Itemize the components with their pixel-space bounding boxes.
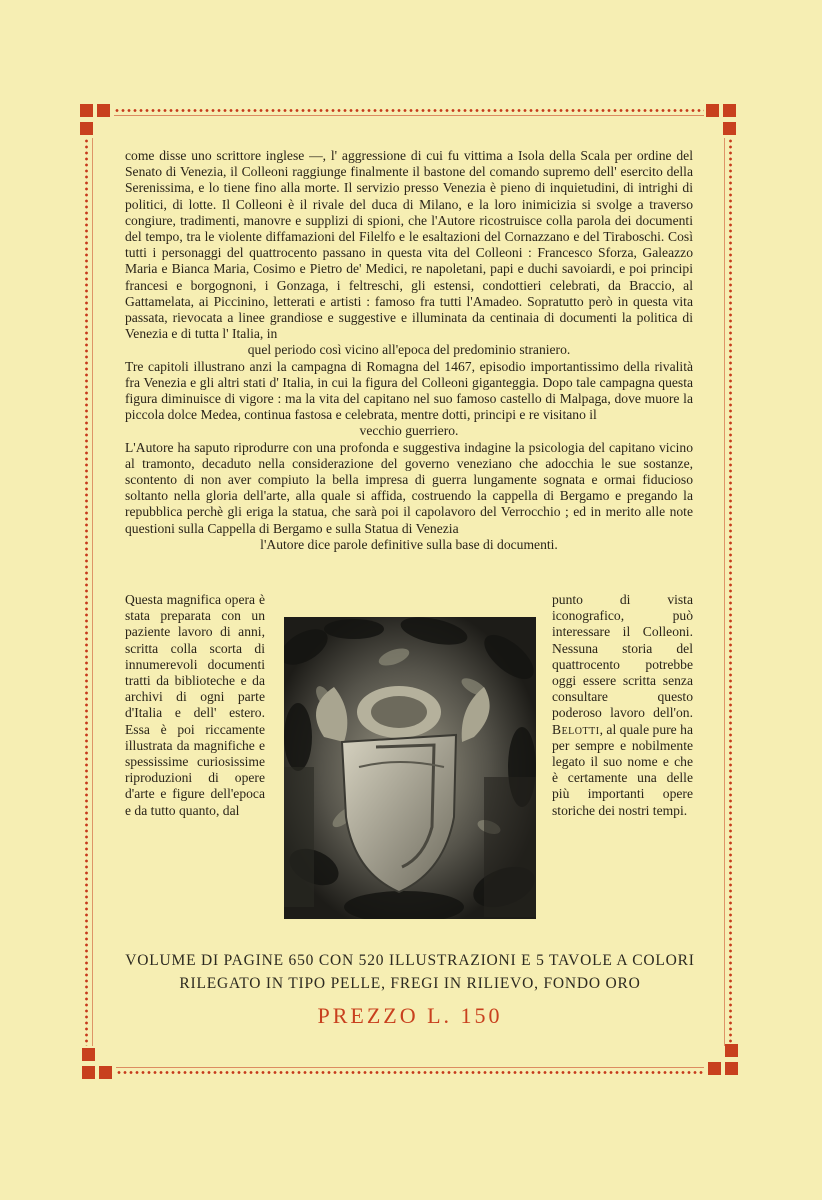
coat-of-arms-relief-icon bbox=[284, 617, 536, 919]
frame-corner-square bbox=[706, 104, 719, 117]
main-text bbox=[125, 148, 693, 553]
right-col-text-a: punto di vista iconografico, può interessare il Colleoni. Nessuna storia del quattrocento potrebbe oggi essere scritta senza consultare questo poderoso lavoro dell'on. bbox=[552, 592, 693, 721]
frame-corner-square bbox=[82, 1048, 95, 1061]
frame-corner-square bbox=[708, 1062, 721, 1075]
paragraph: come disse uno scrittore inglese —, l' aggressione di cui fu vittima a Isola della Scala per ordine del Senato di Venezia, il Colleoni raggiunge finalmente il bastone del comando supremo dell' esercito della Serenissima, e lo tiene fino alla morte. Il servizio presso Venezia è pieno di inquietudini, di intrighi di politici, di lotte. Il Colleoni è il rivale del duca di Milano, e la loro inimicizia si svolge a traverso congiure, tradimenti, manovre e supplizi di spioni, che l'Autore ricostruisce colla parola dei documenti del tempo, tra le violente diffamazioni del Filelfo e le esaltazioni del Cornazzano e del Tiraboschi. Così tutti i personaggi del quattrocento passano in questa vita del Colleoni : Francesco Sforza, Galeazzo Maria e Bianca Maria, Cosimo e Pietro de' Medici, re napoletani, papi e duchi savoiardi, e poi principi francesi e borgognoni, i Gonzaga, i feltreschi, gli estensi, condottieri celebrati, da Braccio, al Gattamelata, ai Piccinino, letterati e artisti : famoso fra tutti l'Amadeo. Sopratutto però in questa vita passata, rievocata a linee grandiose e suggestive e illuminata da centinaia di documenti la politica di Venezia e di tutta l' Italia, in bbox=[125, 148, 693, 342]
frame-corner-square bbox=[725, 1044, 738, 1057]
paragraph-ending: quel periodo così vicino all'epoca del predominio straniero. bbox=[247, 342, 571, 358]
frame-bottom-rule bbox=[116, 1067, 704, 1068]
frame-corner-square bbox=[723, 122, 736, 135]
volume-description: VOLUME DI PAGINE 650 CON 520 ILLUSTRAZIONI E 5 TAVOLE A COLORI bbox=[125, 952, 695, 969]
frame-right-rule bbox=[724, 138, 725, 1046]
author-name: Belotti bbox=[552, 721, 600, 737]
price: PREZZO L. 150 bbox=[317, 1003, 503, 1028]
right-col-text-b: , al quale pure ha per sempre e nobilmente legato il suo nome e che è certamente una delle più importanti opere storiche dei nostri tempi. bbox=[552, 721, 693, 818]
frame-corner-square bbox=[99, 1066, 112, 1079]
paragraph: Questa magnifica opera è stata preparata con un paziente lavoro di anni, scritta colla scorta di innumerevoli documenti tratti da biblioteche e da archivi di ogni parte d'Italia e dell' estero. Essa è poi riccamente illustrata da magnifiche e spessissime curiosissime riproduzioni di opere d'arte e figure dell'epoca e da tutto quanto, dal bbox=[125, 592, 265, 818]
paragraph: Tre capitoli illustrano anzi la campagna di Romagna del 1467, episodio importantissimo della rivalità fra Venezia e gli altri stati d' Italia, in cui la figura del Colleoni giganteggia. Dopo tale campagna questa figura diminuisce di vigore : ma la vita del capitano nel suo famoso castello di Malpaga, dove muore la piccola dolce Medea, continua fastosa e celebrata, mentre dotti, principi e re visitano il bbox=[125, 358, 693, 423]
frame-corner-square bbox=[97, 104, 110, 117]
frame-left-dotted-line bbox=[85, 138, 88, 1046]
paragraph bbox=[552, 592, 693, 819]
paragraph: L'Autore ha saputo riprodurre con una profonda e suggestiva indagine la psicologia del capitano vicino al tramonto, decaduto nella considerazione del governo veneziano che adocchia le sue sostanze, scontento di non aver compiuto la bella impresa di guerra lungamente sognata e ormai fiducioso soltanto nella gloria dell'arte, alla quale si affida, costruendo la cappella di Bergamo e pregando la repubblica perchè gli eriga la statua, che sarà poi il capolavoro del Verrocchio ; ed in merito alle note questioni sulla Cappella di Bergamo e sulla Statua di Venezia bbox=[125, 439, 693, 536]
frame-top-rule bbox=[114, 115, 704, 116]
frame-corner-square bbox=[725, 1062, 738, 1075]
frame-corner-square bbox=[82, 1066, 95, 1079]
frame-right-dotted-line bbox=[729, 138, 732, 1046]
paragraph-ending: vecchio guerriero. bbox=[359, 423, 459, 439]
frame-top-dotted-line bbox=[114, 109, 704, 112]
coat-of-arms-photo bbox=[284, 617, 536, 919]
frame-corner-square bbox=[723, 104, 736, 117]
frame-left-rule bbox=[92, 138, 93, 1046]
frame-corner-square bbox=[80, 104, 93, 117]
frame-corner-square bbox=[80, 122, 93, 135]
right-column-text bbox=[552, 592, 693, 819]
binding-description: RILEGATO IN TIPO PELLE, FREGI IN RILIEVO, FONDO ORO bbox=[179, 975, 641, 992]
frame-bottom-dotted-line bbox=[116, 1071, 704, 1074]
paragraph-ending: l'Autore dice parole definitive sulla base di documenti. bbox=[260, 536, 558, 552]
left-column-text bbox=[125, 592, 265, 819]
